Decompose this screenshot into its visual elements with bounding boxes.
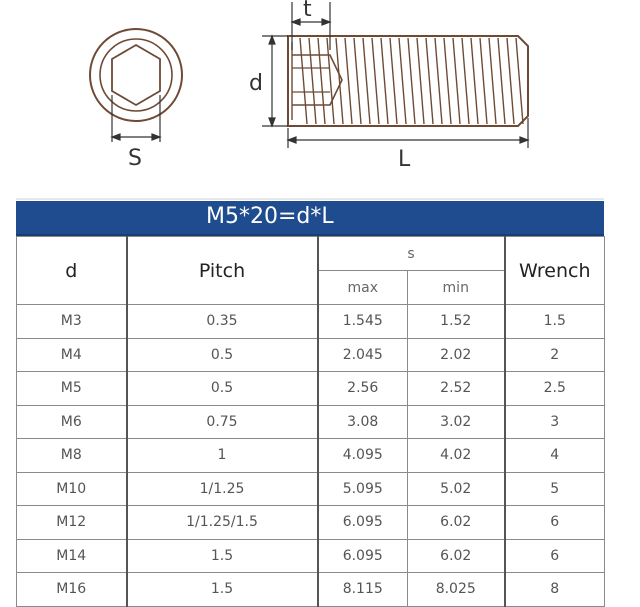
table-title-bar xyxy=(16,201,604,236)
cell-max: 6.095 xyxy=(318,506,408,540)
thread-line xyxy=(300,38,307,124)
cell-d: M8 xyxy=(17,439,127,473)
header-min: min xyxy=(408,271,505,305)
table-row xyxy=(17,539,605,573)
cell-wrench: 2 xyxy=(505,338,605,372)
table-row xyxy=(17,338,605,372)
cell-wrench: 3 xyxy=(505,405,605,439)
cell-d: M10 xyxy=(17,472,127,506)
cell-max: 1.545 xyxy=(318,305,408,339)
spec-table xyxy=(16,201,604,607)
thread-line xyxy=(435,38,442,124)
d-dimension xyxy=(262,36,288,126)
cell-max: 3.08 xyxy=(318,405,408,439)
cell-pitch: 1.5 xyxy=(127,573,318,607)
thread-line xyxy=(390,38,397,124)
header-max: max xyxy=(318,271,408,305)
cell-wrench: 1.5 xyxy=(505,305,605,339)
thread-line xyxy=(354,38,361,124)
cell-pitch: 0.35 xyxy=(127,305,318,339)
thread-line xyxy=(489,38,496,124)
cell-d: M12 xyxy=(17,506,127,540)
thread-line xyxy=(516,38,523,124)
set-screw-drawing xyxy=(0,0,640,200)
cell-min: 4.02 xyxy=(408,439,505,473)
cell-min: 2.02 xyxy=(408,338,505,372)
cell-max: 2.56 xyxy=(318,372,408,406)
table-row xyxy=(17,472,605,506)
table-row xyxy=(17,506,605,540)
cell-wrench: 5 xyxy=(505,472,605,506)
cell-d: M5 xyxy=(17,372,127,406)
thread-line xyxy=(372,38,379,124)
thread-line xyxy=(417,38,424,124)
label-s: S xyxy=(128,146,142,171)
cell-pitch: 0.5 xyxy=(127,338,318,372)
table-row xyxy=(17,372,605,406)
cell-min: 5.02 xyxy=(408,472,505,506)
cell-max: 2.045 xyxy=(318,338,408,372)
table-row xyxy=(17,405,605,439)
cell-max: 6.095 xyxy=(318,539,408,573)
thread-line xyxy=(327,38,334,124)
cell-d: M4 xyxy=(17,338,127,372)
cell-min: 1.52 xyxy=(408,305,505,339)
cell-pitch: 0.75 xyxy=(127,405,318,439)
cell-max: 8.115 xyxy=(318,573,408,607)
table-row xyxy=(17,439,605,473)
thread-line xyxy=(462,38,469,124)
cell-pitch: 1/1.25 xyxy=(127,472,318,506)
cell-min: 6.02 xyxy=(408,506,505,540)
cell-wrench: 6 xyxy=(505,539,605,573)
cell-pitch: 1 xyxy=(127,439,318,473)
l-dimension xyxy=(288,118,528,148)
cell-wrench: 6 xyxy=(505,506,605,540)
thread-line xyxy=(318,38,325,124)
table-body xyxy=(17,305,605,607)
cell-d: M14 xyxy=(17,539,127,573)
cell-pitch: 1/1.25/1.5 xyxy=(127,506,318,540)
thread-line xyxy=(507,38,514,124)
thread-line xyxy=(498,38,505,124)
end-view xyxy=(90,29,182,121)
cell-d: M6 xyxy=(17,405,127,439)
thread-line xyxy=(363,38,370,124)
cell-min: 8.025 xyxy=(408,573,505,607)
cell-max: 5.095 xyxy=(318,472,408,506)
table-title: M5*20=d*L xyxy=(206,204,334,229)
cell-pitch: 1.5 xyxy=(127,539,318,573)
header-s: s xyxy=(318,237,505,271)
thread-line xyxy=(426,38,433,124)
cell-d: M16 xyxy=(17,573,127,607)
spec-grid xyxy=(16,236,605,607)
cell-wrench: 4 xyxy=(505,439,605,473)
header-pitch: Pitch xyxy=(127,237,318,305)
thread-line xyxy=(399,38,406,124)
label-d: d xyxy=(249,71,263,96)
cell-wrench: 2.5 xyxy=(505,372,605,406)
thread-line xyxy=(453,38,460,124)
header-wrench: Wrench xyxy=(505,237,605,305)
cell-pitch: 0.5 xyxy=(127,372,318,406)
thread-line xyxy=(381,38,388,124)
thread-line xyxy=(345,38,352,124)
cell-max: 4.095 xyxy=(318,439,408,473)
table-row xyxy=(17,305,605,339)
thread-lines xyxy=(300,38,523,124)
label-t: t xyxy=(303,0,312,22)
cell-min: 6.02 xyxy=(408,539,505,573)
cell-wrench: 8 xyxy=(505,573,605,607)
thread-line xyxy=(408,38,415,124)
cell-min: 2.52 xyxy=(408,372,505,406)
label-l: L xyxy=(398,147,411,172)
thread-line xyxy=(471,38,478,124)
header-d: d xyxy=(17,237,127,305)
thread-line xyxy=(444,38,451,124)
cell-d: M3 xyxy=(17,305,127,339)
table-row xyxy=(17,573,605,607)
cell-min: 3.02 xyxy=(408,405,505,439)
thread-line xyxy=(480,38,487,124)
thread-line xyxy=(309,38,316,124)
